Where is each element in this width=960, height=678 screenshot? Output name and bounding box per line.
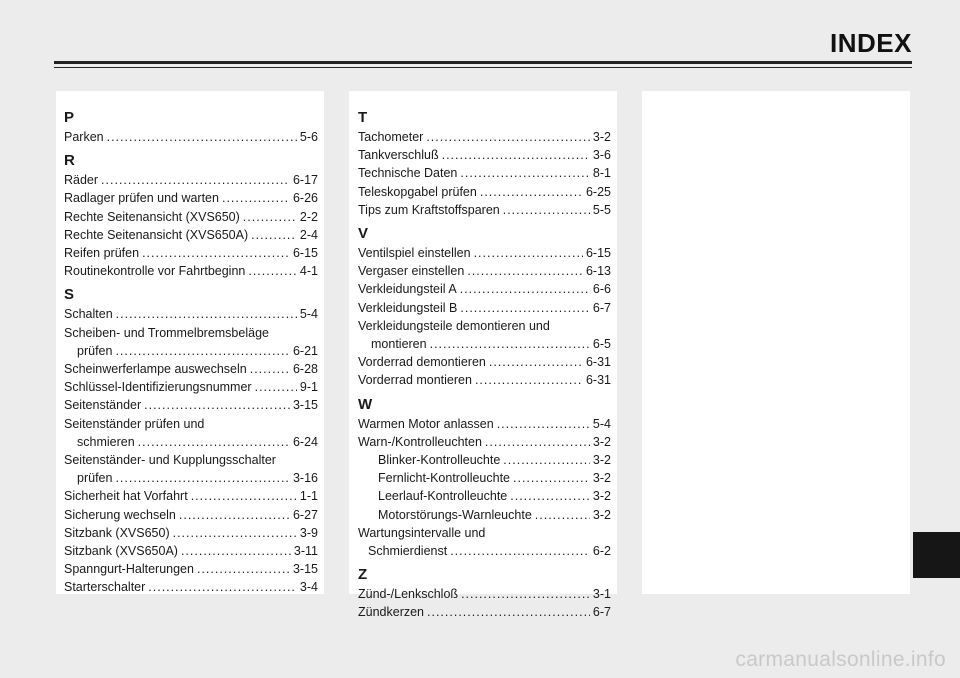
index-entry xyxy=(358,415,611,433)
index-entry xyxy=(64,506,318,524)
entry-page-number: 6-28 xyxy=(292,362,318,377)
entry-page-number: 6-26 xyxy=(292,191,318,206)
index-entry xyxy=(64,189,318,207)
index-entry xyxy=(64,524,318,542)
entry-page-number: 6-2 xyxy=(592,544,611,559)
index-entry xyxy=(358,164,611,182)
index-entry xyxy=(358,353,611,371)
entry-page-number: 6-25 xyxy=(585,184,611,199)
entry-page-number: 3-2 xyxy=(592,453,611,468)
section-letter: T xyxy=(358,109,368,126)
index-section xyxy=(64,152,318,280)
index-entry xyxy=(64,360,318,378)
index-section xyxy=(64,286,318,596)
index-entry-first-line: Scheiben- und Trommelbremsbeläge xyxy=(64,325,269,340)
entry-page-number: 4-1 xyxy=(299,264,318,279)
entry-label: Rechte Seitenansicht (XVS650) xyxy=(64,209,240,224)
entry-page-number: 3-2 xyxy=(592,507,611,522)
entry-page-number: 6-13 xyxy=(585,264,611,279)
entry-page-number: 3-2 xyxy=(592,434,611,449)
dot-leader xyxy=(255,378,297,396)
entry-label: Schmierdienst xyxy=(368,544,448,559)
dot-leader xyxy=(243,208,297,226)
index-entry xyxy=(358,433,611,451)
dot-leader xyxy=(460,299,590,317)
index-entry xyxy=(358,201,611,219)
header-rule-thin xyxy=(54,67,912,68)
dot-leader xyxy=(475,371,583,389)
entry-page-number: 2-2 xyxy=(299,209,318,224)
dot-leader xyxy=(197,560,290,578)
dot-leader xyxy=(115,342,290,360)
entry-page-number: 1-1 xyxy=(299,489,318,504)
entry-page-number: 6-24 xyxy=(292,434,318,449)
entry-label: Radlager prüfen und warten xyxy=(64,191,219,206)
entry-label: schmieren xyxy=(77,434,135,449)
entry-page-number: 3-16 xyxy=(292,471,318,486)
dot-leader xyxy=(474,244,583,262)
dot-leader xyxy=(503,201,590,219)
index-entry xyxy=(64,305,318,323)
entry-label: Scheinwerferlampe auswechseln xyxy=(64,362,247,377)
entry-page-number: 6-31 xyxy=(585,355,611,370)
entry-label: Ventilspiel einstellen xyxy=(358,246,471,261)
entry-label: Vergaser einstellen xyxy=(358,264,465,279)
dot-leader xyxy=(115,469,290,487)
entry-label: Sicherheit hat Vorfahrt xyxy=(64,489,188,504)
entry-label: Seitenständer xyxy=(64,398,142,413)
entry-page-number: 9-1 xyxy=(299,380,318,395)
entry-page-number: 8-1 xyxy=(592,166,611,181)
entry-page-number: 6-6 xyxy=(592,282,611,297)
dot-leader xyxy=(116,305,297,323)
index-column-3-empty xyxy=(642,91,910,594)
entry-page-number: 6-31 xyxy=(585,373,611,388)
index-section xyxy=(358,225,611,390)
index-column-2 xyxy=(349,91,617,620)
section-letter: R xyxy=(64,152,75,170)
dot-leader xyxy=(250,360,290,378)
entry-page-number: 6-15 xyxy=(585,246,611,261)
dot-leader xyxy=(181,542,291,560)
dot-leader xyxy=(430,335,590,353)
header-rule-thick xyxy=(54,61,912,64)
entry-label: Tachometer xyxy=(358,130,424,144)
dot-leader xyxy=(510,487,590,505)
entry-page-number: 3-2 xyxy=(592,130,611,144)
entry-label: Parken xyxy=(64,130,104,144)
index-entry-first-line: Verkleidungsteile demontieren und xyxy=(358,318,550,333)
index-entry xyxy=(64,542,318,560)
entry-label: Sitzbank (XVS650) xyxy=(64,525,170,540)
entry-page-number: 6-15 xyxy=(292,246,318,261)
entry-page-number: 6-21 xyxy=(292,343,318,358)
index-entry xyxy=(358,603,611,621)
index-entry xyxy=(358,128,611,146)
entry-page-number: 6-5 xyxy=(592,337,611,352)
entry-label: Warn-/Kontrolleuchten xyxy=(358,434,482,449)
entry-page-number: 6-27 xyxy=(292,507,318,522)
dot-leader xyxy=(144,396,290,414)
section-letter: Z xyxy=(358,566,368,584)
entry-label: Sicherung wechseln xyxy=(64,507,176,522)
entry-label: Routinekontrolle vor Fahrtbeginn xyxy=(64,264,246,279)
index-entry xyxy=(64,128,318,146)
watermark-text: carmanualsonline.info xyxy=(735,648,946,671)
entry-page-number: 3-6 xyxy=(592,148,611,163)
dot-leader xyxy=(101,171,290,189)
dot-leader xyxy=(497,415,590,433)
dot-leader xyxy=(222,189,290,207)
dot-leader xyxy=(148,578,297,596)
entry-page-number: 3-2 xyxy=(592,471,611,486)
entry-label: Spanngurt-Halterungen xyxy=(64,562,194,577)
entry-label: Vorderrad montieren xyxy=(358,373,472,388)
entry-label: Vorderrad demontieren xyxy=(358,355,486,370)
entry-page-number: 5-4 xyxy=(592,416,611,431)
index-entry xyxy=(64,171,318,189)
index-entry xyxy=(358,542,611,560)
dot-leader xyxy=(442,146,590,164)
dot-leader xyxy=(461,585,590,603)
dot-leader xyxy=(467,262,583,280)
entry-page-number: 5-5 xyxy=(592,202,611,217)
entry-label: Reifen prüfen xyxy=(64,246,140,261)
entry-page-number: 3-11 xyxy=(293,544,318,559)
entry-label: Tankverschluß xyxy=(358,148,439,163)
entry-label: Teleskopgabel prüfen xyxy=(358,184,477,199)
index-entry xyxy=(64,433,318,451)
index-entry xyxy=(358,299,611,317)
index-entry xyxy=(64,487,318,505)
dot-leader xyxy=(485,433,590,451)
dot-leader xyxy=(489,353,583,371)
entry-label: montieren xyxy=(371,337,427,352)
index-entry xyxy=(358,183,611,201)
chapter-thumb-tab xyxy=(913,532,960,578)
index-entry xyxy=(64,560,318,578)
entry-label: Leerlauf-Kontrolleuchte xyxy=(378,489,508,504)
entry-page-number: 3-4 xyxy=(299,580,318,595)
entry-page-number: 6-7 xyxy=(592,300,611,315)
entry-label: Motorstörungs-Warnleuchte xyxy=(378,507,532,522)
index-section xyxy=(358,109,611,219)
index-entry xyxy=(358,451,611,469)
index-entry-first-line: Seitenständer- und Kupplungsschalter xyxy=(64,453,276,468)
entry-page-number: 5-6 xyxy=(299,130,318,144)
dot-leader xyxy=(173,524,297,542)
dot-leader xyxy=(251,226,297,244)
index-entry xyxy=(64,378,318,396)
dot-leader xyxy=(480,183,583,201)
index-entry xyxy=(358,335,611,353)
dot-leader xyxy=(535,506,590,524)
entry-page-number: 3-1 xyxy=(592,587,611,602)
dot-leader xyxy=(460,280,590,298)
entry-label: prüfen xyxy=(77,471,113,486)
dot-leader xyxy=(191,487,297,505)
entry-page-number: 3-9 xyxy=(299,525,318,540)
entry-page-number: 6-7 xyxy=(592,605,611,620)
dot-leader xyxy=(426,128,590,146)
dot-leader xyxy=(427,603,590,621)
index-entry xyxy=(64,469,318,487)
entry-label: Technische Daten xyxy=(358,166,458,181)
entry-label: Tips zum Kraftstoffsparen xyxy=(358,202,500,217)
section-letter: W xyxy=(358,395,373,413)
entry-label: Verkleidungsteil A xyxy=(358,282,457,297)
entry-label: Blinker-Kontrolleuchte xyxy=(378,453,501,468)
index-column-1 xyxy=(56,91,324,594)
entry-label: Zünd-/Lenkschloß xyxy=(358,587,459,602)
page-title: INDEX xyxy=(830,28,912,58)
index-entry-first-line: Seitenständer prüfen und xyxy=(64,416,205,431)
entry-label: Fernlicht-Kontrolleuchte xyxy=(378,471,511,486)
index-entry xyxy=(64,578,318,596)
index-entry xyxy=(358,262,611,280)
section-letter: V xyxy=(358,225,369,243)
entry-page-number: 3-15 xyxy=(292,398,318,413)
dot-leader xyxy=(138,433,290,451)
index-entry xyxy=(64,342,318,360)
index-entry xyxy=(358,469,611,487)
index-entry xyxy=(358,585,611,603)
entry-label: Sitzbank (XVS650A) xyxy=(64,544,178,559)
index-entry xyxy=(358,244,611,262)
dot-leader xyxy=(460,164,590,182)
entry-label: Räder xyxy=(64,173,99,188)
entry-page-number: 2-4 xyxy=(299,227,318,242)
entry-page-number: 3-15 xyxy=(292,562,318,577)
index-entry xyxy=(64,244,318,262)
dot-leader xyxy=(179,506,290,524)
index-entry xyxy=(358,506,611,524)
index-entry-first-line: Wartungsintervalle und xyxy=(358,525,486,540)
entry-label: Verkleidungsteil B xyxy=(358,300,458,315)
entry-page-number: 3-2 xyxy=(592,489,611,504)
dot-leader xyxy=(107,128,297,146)
index-section xyxy=(64,109,318,146)
index-entry xyxy=(358,280,611,298)
entry-label: Schalten xyxy=(64,307,113,322)
dot-leader xyxy=(450,542,590,560)
index-entry xyxy=(64,226,318,244)
index-section xyxy=(358,396,611,561)
index-section xyxy=(358,566,611,621)
index-entry xyxy=(64,208,318,226)
section-letter: P xyxy=(64,109,75,126)
entry-page-number: 5-4 xyxy=(299,307,318,322)
index-entry xyxy=(64,262,318,280)
entry-label: prüfen xyxy=(77,343,113,358)
dot-leader xyxy=(142,244,290,262)
dot-leader xyxy=(513,469,590,487)
entry-label: Schlüssel-Identifizierungsnummer xyxy=(64,380,252,395)
dot-leader xyxy=(248,262,297,280)
index-entry xyxy=(358,371,611,389)
entry-page-number: 6-17 xyxy=(292,173,318,188)
entry-label: Rechte Seitenansicht (XVS650A) xyxy=(64,227,249,242)
entry-label: Zündkerzen xyxy=(358,605,425,620)
index-entry xyxy=(358,146,611,164)
index-entry xyxy=(64,396,318,414)
entry-label: Warmen Motor anlassen xyxy=(358,416,494,431)
section-letter: S xyxy=(64,286,75,304)
entry-label: Starterschalter xyxy=(64,580,146,595)
index-entry xyxy=(358,487,611,505)
dot-leader xyxy=(503,451,590,469)
